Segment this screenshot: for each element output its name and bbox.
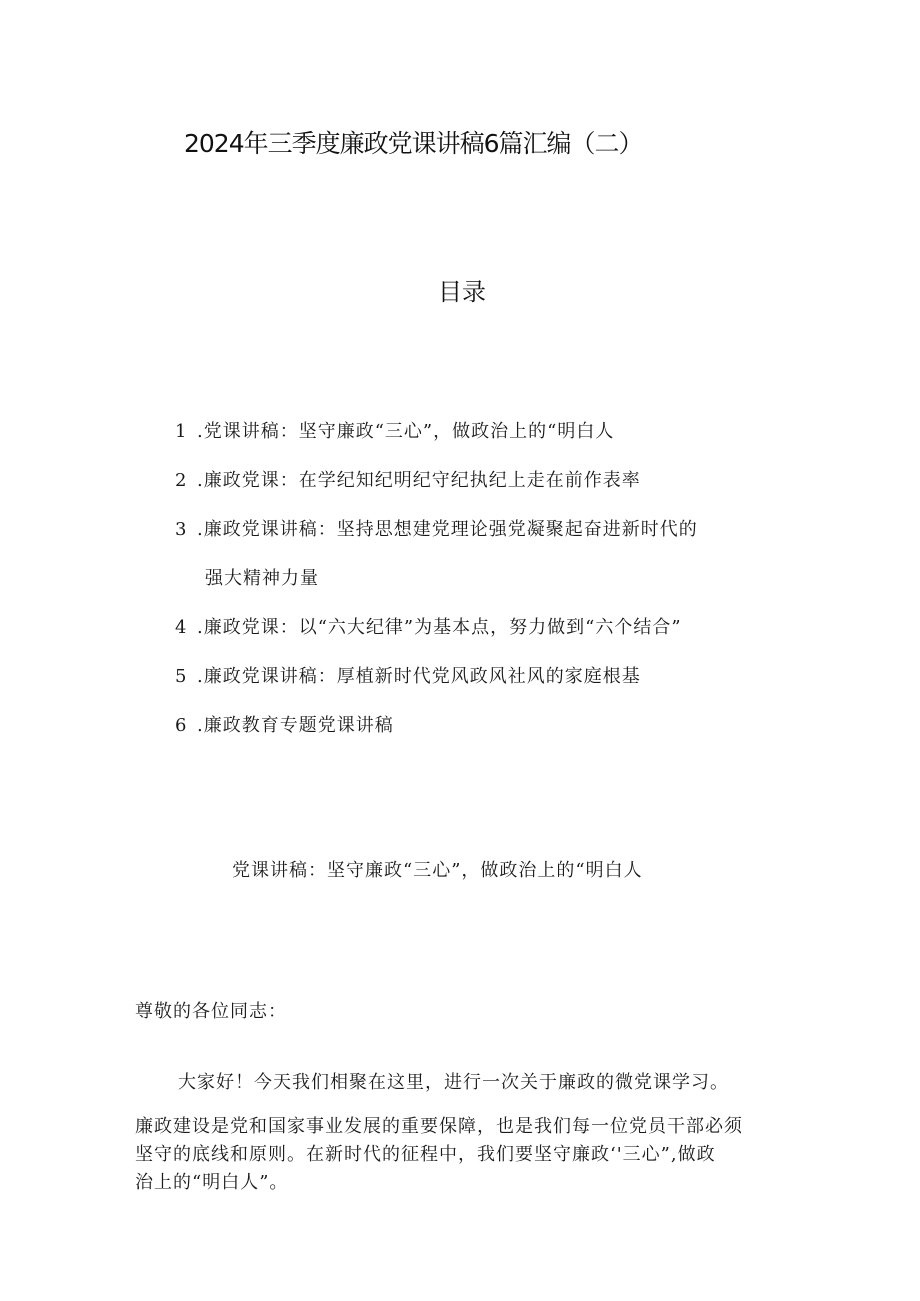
paragraph-line: 廉政建设是党和国家事业发展的重要保障，也是我们每一位党员干部必须 <box>135 1116 743 1137</box>
toc-item-4[interactable] <box>175 619 682 637</box>
toc-item-number: 1 <box>175 421 188 442</box>
paragraph-line: 治上的“明白人”。 <box>135 1172 289 1193</box>
toc-item-3-continuation: 强大精神力量 <box>205 568 319 589</box>
toc-item-number: 6 <box>175 715 188 736</box>
toc-item-text: .廉政教育专题党课讲稿 <box>197 715 394 736</box>
toc-item-3[interactable] <box>175 521 698 539</box>
toc-item-number: 4 <box>175 617 188 638</box>
toc-heading: 目录 <box>438 278 486 306</box>
toc-item-5[interactable] <box>175 668 641 686</box>
toc-item-2[interactable] <box>175 472 641 490</box>
section-title: 党课讲稿：坚守廉政“三心”，做政治上的“明白人 <box>232 860 643 881</box>
toc-item-text: .党课讲稿：坚守廉政“三心”，做政治上的“明白人 <box>197 421 615 442</box>
document-title: 2024年三季度廉政党课讲稿6篇汇编（二） <box>184 129 643 158</box>
toc-item-number: 5 <box>175 666 188 687</box>
paragraph-body <box>135 1113 785 1197</box>
toc-item-text: .廉政党课：在学纪知纪明纪守纪执纪上走在前作表率 <box>197 470 641 491</box>
toc-item-number: 3 <box>175 519 188 540</box>
paragraph-greeting: 大家好！今天我们相聚在这里，进行一次关于廉政的微党课学习。 <box>178 1072 729 1093</box>
toc-item-6[interactable] <box>175 717 394 735</box>
toc-item-number: 2 <box>175 470 188 491</box>
toc-item-text: .廉政党课讲稿：厚植新时代党风政风社风的家庭根基 <box>197 666 641 687</box>
toc-item-text: .廉政党课讲稿：坚持思想建党理论强党凝聚起奋进新时代的 <box>197 519 698 540</box>
paragraph-line: 坚守的底线和原则。在新时代的征程中，我们要坚守廉政‘'三心”,做政 <box>135 1144 716 1165</box>
salutation: 尊敬的各位同志： <box>135 1001 287 1022</box>
toc-item-text: .廉政党课：以“六大纪律”为基本点，努力做到“六个结合” <box>197 617 682 638</box>
toc-item-1[interactable] <box>175 423 614 441</box>
